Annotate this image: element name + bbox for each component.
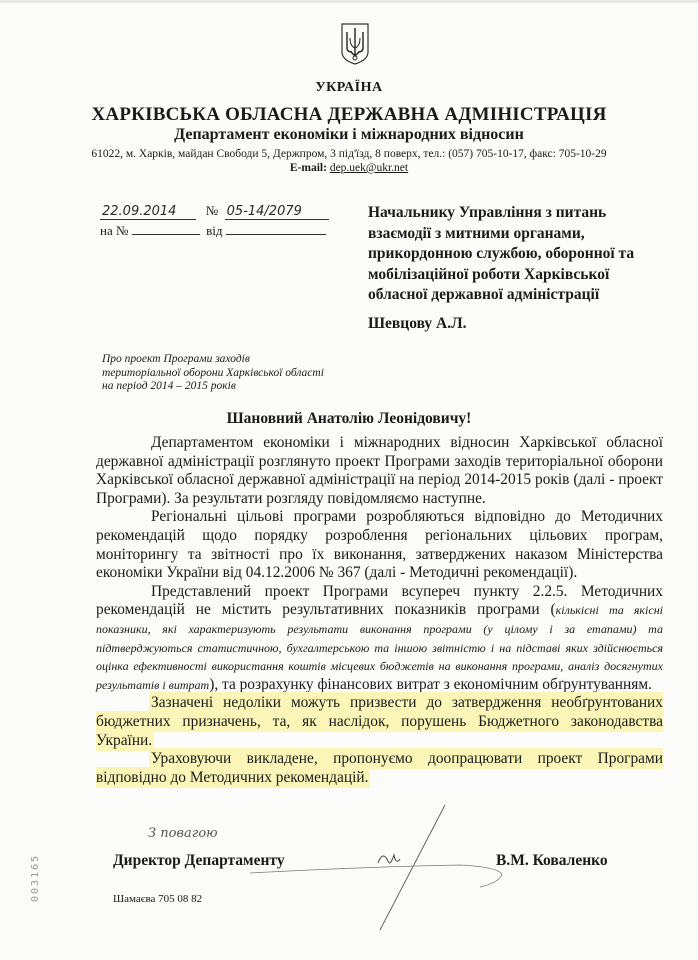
signatory-name: В.М. Коваленко [496, 852, 608, 869]
subject [102, 353, 422, 394]
email-link[interactable]: dep.uek@ukr.net [329, 162, 409, 174]
paragraph-5 [96, 750, 663, 787]
subject-line-2: територіальної оборони Харківської області [102, 366, 324, 379]
ref-label: на № [100, 223, 129, 238]
paragraph-4 [96, 694, 663, 750]
outgoing-number: 05-14/2079 [225, 204, 329, 220]
paragraph-3-start: Представлений проект Програми всупереч пункту 2.2.5. Методичних рекомендацій не містить результативних показників програми ( [96, 582, 663, 619]
number-label: № [205, 203, 219, 218]
greeting: Шановний Анатолію Леонідовичу! [226, 410, 472, 427]
paragraph-3-italic: кількісні та якісні показники, які характеризують результати виконання програми (у цілому і за етапами) та підтверджуються статистичною, бухгалтерською та іншою звітністю і на підставі яких здійснюється оцінка ефективності використання коштів місцевих бюджетів на виконання програми, аналіз досягнутих результатів і витрат [96, 603, 663, 692]
email-line [0, 162, 698, 174]
address: 61022, м. Харків, майдан Свободи 5, Держпром, 3 під'їзд, 8 поверх, тел.: (057) 705-10-17, факс: 705-10-29 [91, 148, 607, 160]
country-name: УКРАЇНА [315, 80, 383, 95]
paragraph-1: Департаментом економіки і міжнародних відносин Харківської обласної державної адміністрації розглянуто проект Програми заходів територіальної оборони Харківської обласної державної адміністрації на період 2014-2015 років (далі - проект Програми). За результати розгляду повідомляємо наступне. [96, 434, 663, 507]
executor-contact: Шамаєва 705 08 82 [113, 893, 203, 905]
subject-line-3: на період 2014 – 2015 років [102, 380, 236, 392]
ref-date-blank [226, 223, 326, 235]
ref-number-blank [132, 223, 200, 235]
paragraph-3 [96, 583, 663, 695]
from-label: від [206, 223, 223, 238]
serial-number: 003165 [30, 853, 41, 902]
registration-line [100, 203, 329, 220]
highlighted-text: Зазначені недоліки можуть призвести до затвердження необґрунтованих бюджетних призначень, та, як наслідок, порушень Бюджетного законодавства України. [96, 694, 663, 749]
scan-edge [0, 0, 698, 3]
trident-coat-of-arms-icon [340, 22, 370, 66]
signatory-title: Директор Департаменту [113, 852, 285, 869]
organization-name: ХАРКІВСЬКА ОБЛАСНА ДЕРЖАВНА АДМІНІСТРАЦІЯ [91, 104, 607, 125]
paragraph-2: Регіональні цільові програми розробляються відповідно до Методичних рекомендацій щодо порядку розроблення регіональних цільових програм, моніторингу та звітності про їх виконання, затверджених наказом Міністерства економіки України від 04.12.2006 № 367 (далі - Методичні рекомендації). [96, 508, 663, 582]
subject-line-1: Про проект Програми заходів [102, 353, 250, 365]
recipient-name: Шевцову А.Л. [368, 315, 467, 332]
handwritten-signature-icon [240, 805, 520, 935]
recipient-position: Начальнику Управління з питань взаємодії з митними органами, прикордонною службою, оборонної та мобілізаційної роботи Харківської обласної державної адміністрації [368, 204, 635, 303]
email-label: E-mail: [289, 162, 327, 174]
outgoing-date: 22.09.2014 [100, 204, 196, 220]
department-name: Департамент економіки і міжнародних відносин [174, 126, 524, 143]
letter-body [96, 434, 663, 787]
reference-line [100, 223, 326, 239]
handwritten-note: З повагою [148, 826, 218, 841]
paragraph-3-end: ), та розрахунку фінансових витрат з економічним обґрунтуванням. [209, 675, 652, 693]
highlighted-text: Ураховуючи викладене, пропонуємо доопрацювати проект Програми відповідно до Методичних рекомендацій. [96, 750, 663, 786]
